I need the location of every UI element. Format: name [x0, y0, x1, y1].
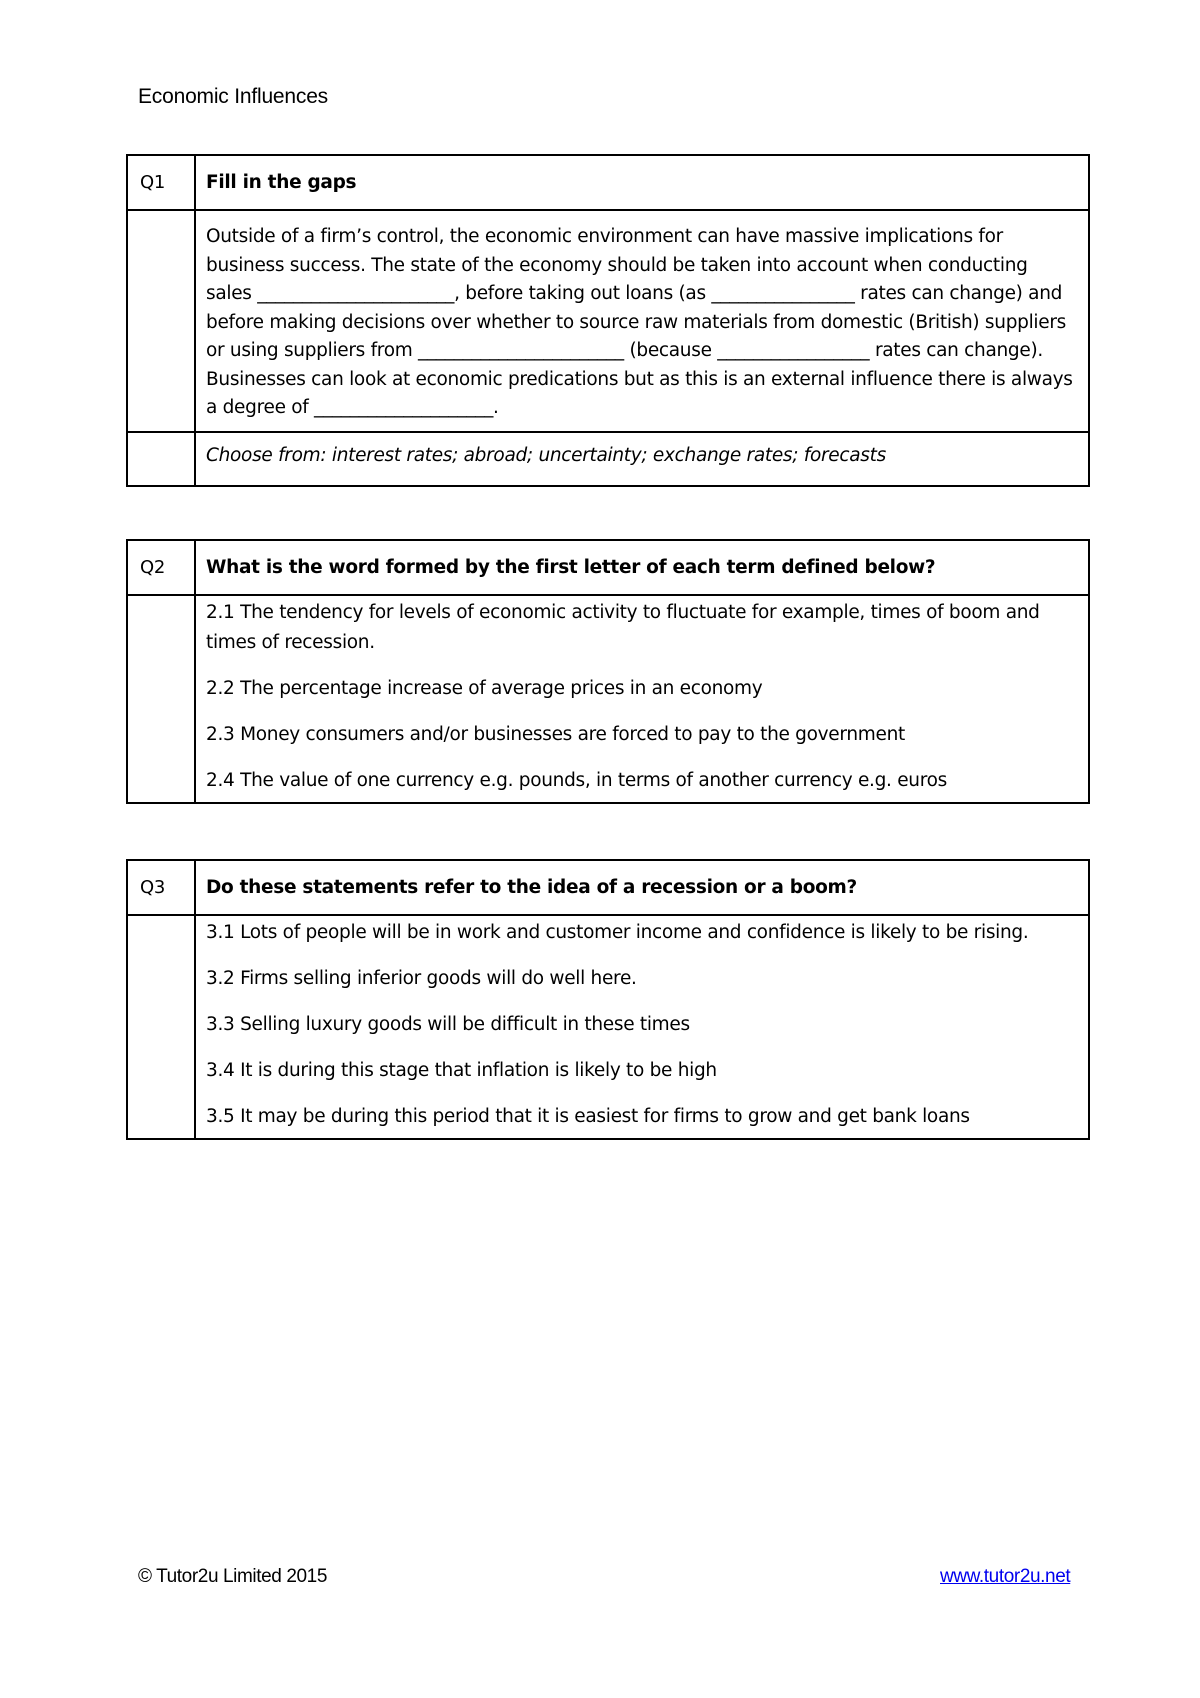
list-item: 2.3 Money consumers and/or businesses are forced to pay to the government [206, 724, 905, 745]
q1-blank-cell [127, 210, 195, 432]
q2-number: Q2 [127, 540, 195, 595]
q3-blank-cell [127, 915, 195, 1139]
footer-copyright: © Tutor2u Limited 2015 [138, 1566, 327, 1587]
q2-heading: What is the word formed by the first letter of each term defined below? [195, 540, 1089, 595]
list-item: 2.1 The tendency for levels of economic activity to fluctuate for example, times of boom and times of recession. [206, 602, 1040, 653]
q1-blank-cell-2 [127, 432, 195, 486]
q1-heading: Fill in the gaps [195, 155, 1089, 210]
list-item: 3.3 Selling luxury goods will be difficult in these times [206, 1014, 690, 1035]
q1-table [126, 154, 1090, 487]
q1-paragraph: Outside of a firm’s control, the economic environment can have massive implications for business success. The state of the economy should be taken into account when conducting sales ______________________, before taking out loans (as ________________ rates can change) and before making decisions over whether to source raw materials from domestic (British) suppliers or using suppliers from _______________________ (because _________________ rates can change). Businesses can look at economic predications but as this is an external influence there is always a degree of ____________________. [195, 210, 1089, 432]
list-item: 2.4 The value of one currency e.g. pounds, in terms of another currency e.g. euros [206, 770, 947, 791]
q3-table [126, 859, 1090, 1140]
list-item: 3.4 It is during this stage that inflation is likely to be high [206, 1060, 717, 1081]
q3-number: Q3 [127, 860, 195, 915]
q2-list [195, 595, 1089, 803]
q2-table [126, 539, 1090, 804]
list-item: 3.1 Lots of people will be in work and customer income and confidence is likely to be rising. [206, 922, 1029, 943]
list-item: 3.2 Firms selling inferior goods will do well here. [206, 968, 637, 989]
q1-number: Q1 [127, 155, 195, 210]
list-item: 2.2 The percentage increase of average prices in an economy [206, 678, 763, 699]
q2-blank-cell [127, 595, 195, 803]
q1-choose-from: Choose from: interest rates; abroad; uncertainty; exchange rates; forecasts [195, 432, 1089, 486]
list-item: 3.5 It may be during this period that it is easiest for firms to grow and get bank loans [206, 1106, 970, 1127]
q3-list [195, 915, 1089, 1139]
footer-link[interactable]: www.tutor2u.net [940, 1566, 1071, 1587]
q3-heading: Do these statements refer to the idea of a recession or a boom? [195, 860, 1089, 915]
page-title: Economic Influences [138, 85, 328, 108]
